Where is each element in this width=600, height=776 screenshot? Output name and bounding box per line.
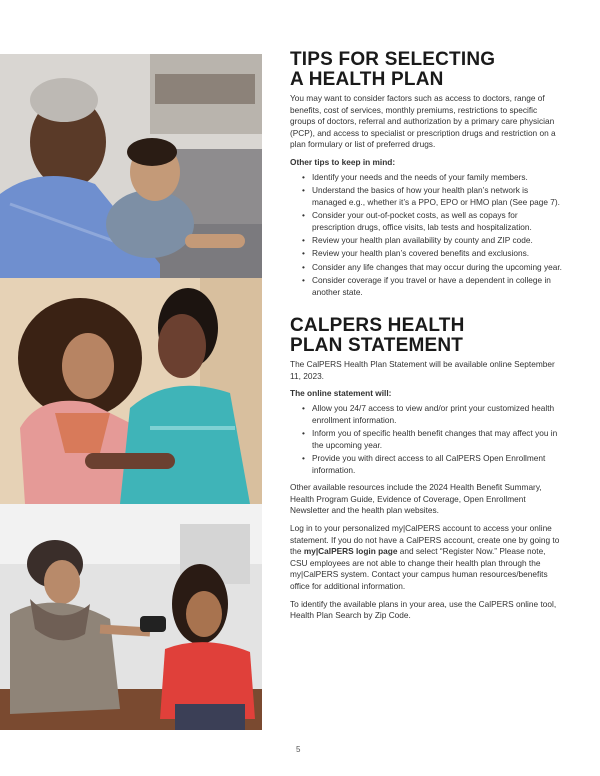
login-paragraph: [290, 523, 562, 593]
statement-title-line2: PLAN STATEMENT: [290, 335, 464, 357]
tips-intro: You may want to consider factors such as access to doctors, range of benefits, cost of services, monthly premiums, restrictions to specific groups of doctors, referral and authorization by a primary care physician (PCP), and access to specialist or prescription drugs and restriction on a plan formulary or list of preferred drugs.: [290, 93, 556, 150]
photo-column: [0, 54, 262, 730]
statement-title-line1: CALPERS HEALTH: [290, 315, 465, 337]
tips-title-line1: TIPS FOR SELECTING: [290, 49, 496, 70]
tips-section: [290, 50, 562, 298]
tips-list-item: • Review your health plan’s covered benefits and exclusions.: [290, 248, 562, 260]
tips-list-item: • Understand the basics of how your health plan’s network is managed e.g., whether it’s a PPO, EPO or HMO plan (See page 7).: [290, 185, 562, 208]
tips-title: [290, 50, 562, 90]
tips-subheading: Other tips to keep in mind:: [290, 156, 396, 167]
content-column: [290, 50, 562, 622]
photo-hair-styling: [0, 504, 262, 730]
page-number: 5: [296, 745, 301, 754]
photo-grandfather-and-child: [0, 54, 262, 278]
statement-list-item: • Provide you with direct access to all CalPERS Open Enrollment information.: [290, 453, 562, 476]
statement-section: [290, 316, 562, 621]
resources-paragraph: Other available resources include the 2024 Health Benefit Summary, Health Program Guide, Evidence of Coverage, Open Enrollment Newsletter and the health plan websites.: [290, 482, 542, 516]
statement-subheading: The online statement will:: [290, 388, 392, 399]
tips-list-item: • Identify your needs and the needs of your family members.: [290, 172, 562, 184]
tips-list-item: • Consider your out-of-pocket costs, as well as copays for prescription drugs, office visits, lab tests and hospitalization.: [290, 210, 562, 233]
tips-list-item: • Consider any life changes that may occur during the upcoming year.: [290, 262, 562, 274]
tips-title-line2: A HEALTH PLAN: [290, 69, 444, 90]
statement-intro: The CalPERS Health Plan Statement will be available online September 11, 2023.: [290, 359, 555, 381]
statement-list-item: • Allow you 24/7 access to view and/or print your customized health enrollment information.: [290, 403, 562, 426]
photo-two-women-hugging: [0, 278, 262, 504]
statement-list-item: • Inform you of specific health benefit changes that may affect you in the upcoming year.: [290, 428, 562, 451]
login-text-part1: Log in to your personalized my|CalPERS account to access your online statement. If you do not have a CalPERS account, create one by going to the: [290, 523, 560, 557]
statement-title: [290, 316, 562, 356]
search-tool-paragraph: To identify the available plans in your area, use the CalPERS online tool, Health Plan Search by Zip Code.: [290, 598, 557, 621]
tips-list-item: • Review your health plan availability by county and ZIP code.: [290, 235, 562, 247]
login-text-part2: and select “Register Now.” Please note, CSU employees are not able to change their health plan through the my|CalPERS system. Contact your campus human resources/benefits office for additional information.: [290, 546, 548, 591]
tips-list-item: • Consider coverage if you travel or have a dependent in college in another state.: [290, 275, 562, 298]
statement-list: [290, 403, 562, 476]
mycalpers-login-link[interactable]: my|CalPERS login page: [303, 546, 398, 557]
tips-list: [290, 172, 562, 299]
